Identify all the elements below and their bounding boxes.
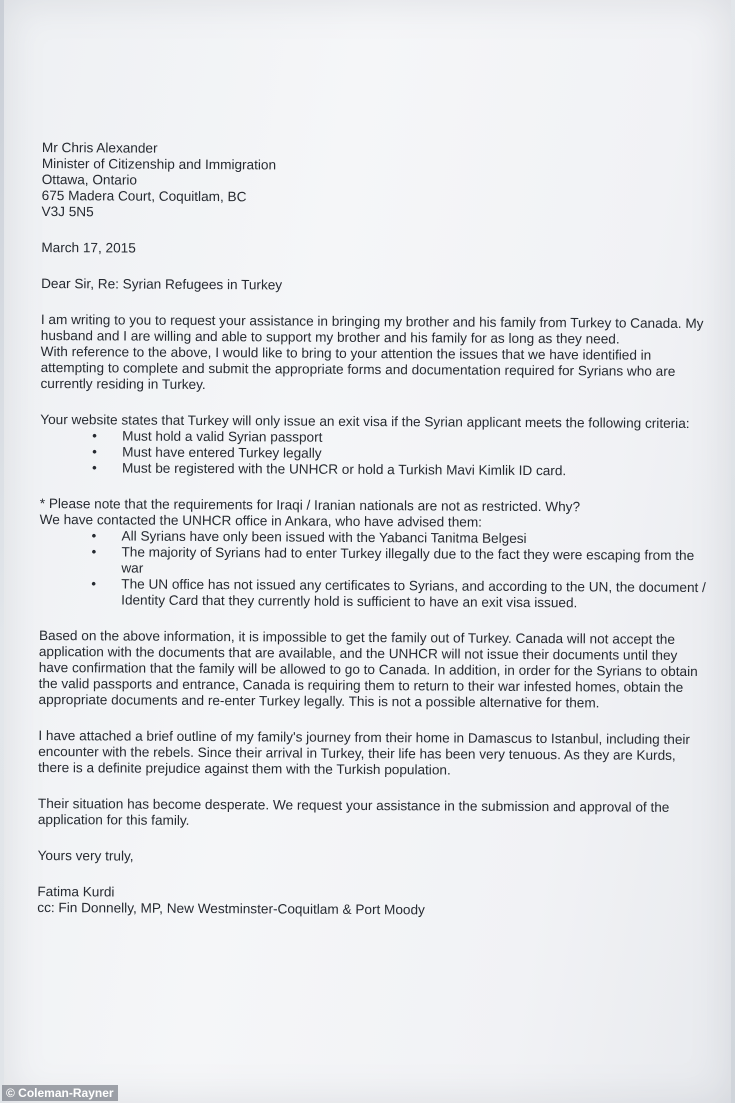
bullet-icon: •: [91, 576, 97, 592]
bullet-icon: •: [92, 428, 98, 444]
salutation: Dear Sir, Re: Syrian Refugees in Turkey: [41, 275, 283, 293]
paragraph-line: With reference to the above, I would like to bring to your attention the issues that we have identified in: [40, 343, 652, 363]
bullet-icon: •: [91, 460, 97, 476]
paragraph-line: application with the documents that are available, and the UNHCR will not issue their documents until they: [38, 643, 678, 663]
paragraph-line: encounter with the rebels. Since their arrival in Turkey, their life has been very tenuous. As they are Kurds,: [38, 743, 676, 763]
address-line: Ottawa, Ontario: [41, 171, 138, 188]
list-item: • Must have entered Turkey legally: [92, 444, 322, 461]
address-line: Mr Chris Alexander: [41, 140, 158, 156]
list-item: • The UN office has not issued any certificates to Syrians, and according to the UN, the document / Identity Card that they currently hold is sufficient to have an exit visa issued.: [91, 576, 706, 611]
bullet-icon: •: [91, 528, 97, 544]
photo-credit-watermark: © Coleman-Rayner: [2, 1085, 118, 1101]
address-line: Minister of Citizenship and Immigration: [41, 155, 277, 173]
paragraph-line: * Please note that the requirements for Iraqi / Iranian nationals are not as restricted. Why?: [39, 495, 581, 515]
unhcr-points-list: [39, 528, 709, 612]
paragraph-line: Their situation has become desperate. We request your assistance in the submission and approval of the: [37, 795, 670, 815]
paragraph-line: I am writing to you to request your assistance in bringing my brother and his family from Turkey to Canada. My: [40, 311, 704, 332]
letter-body: [37, 140, 712, 920]
signature-block: [37, 884, 707, 920]
paragraph-line: attempting to complete and submit the appropriate forms and documentation required for Syrians who are: [40, 359, 676, 379]
criteria-list: [40, 428, 710, 480]
address-line: V3J 5N5: [41, 203, 94, 220]
letter-date: March 17, 2015: [41, 239, 136, 256]
list-item: • The majority of Syrians had to enter Turkey illegally due to the fact they were escaping from the war: [91, 544, 695, 576]
intro-paragraph: [40, 312, 710, 396]
paragraph-line: We have contacted the UNHCR office in Ankara, who have advised them:: [39, 511, 483, 530]
paragraph-line: Based on the above information, it is impossible to get the family out of Turkey. Canada will not accept the: [38, 627, 675, 647]
paragraph-line: application for this family.: [37, 811, 190, 828]
paragraph-line: there is a definite prejudice against them with the Turkish population.: [38, 759, 451, 778]
bullet-icon: •: [92, 444, 97, 460]
conclusion-paragraph: [39, 628, 709, 712]
bullet-icon: •: [91, 544, 97, 560]
list-item: • All Syrians have only been issued with the Yabanci Tanitma Belgesi: [91, 528, 527, 546]
letter-paper: [4, 0, 731, 1103]
recipient-address: [42, 140, 712, 224]
attachment-paragraph: [38, 728, 708, 780]
address-line: 675 Madera Court, Coquitlam, BC: [41, 187, 247, 205]
paragraph-line: appropriate documents and re-enter Turkey legally. This is not a possible alternative for them.: [38, 691, 600, 711]
paragraph-line: husband and I are willing and able to support my brother and his family for as long as they need.: [40, 327, 620, 347]
signature-name: Fatima Kurdi: [37, 883, 115, 900]
paragraph-line: I have attached a brief outline of my family's journey from their home in Damascus to Istanbul, including their: [38, 727, 691, 747]
criteria-intro: Your website states that Turkey will only issue an exit visa if the Syrian applicant meets the following criteria:: [40, 411, 690, 431]
paragraph-line: currently residing in Turkey.: [40, 375, 206, 393]
note-paragraph: [40, 496, 710, 532]
paragraph-line: have confirmation that the family will be allowed to go to Canada. In addition, in order for the Syrians to obtain: [38, 659, 698, 680]
list-item: • Must be registered with the UNHCR or hold a Turkish Mavi Kimlik ID card.: [91, 460, 567, 479]
cc-line: cc: Fin Donnelly, MP, New Westminster-Coquitlam & Port Moody: [37, 899, 425, 918]
closing: Yours very truly,: [37, 847, 134, 864]
list-item: • Must hold a valid Syrian passport: [92, 428, 323, 445]
request-paragraph: [38, 796, 708, 832]
paragraph-line: the valid passports and entrance, Canada is requiring them to return to their war infested homes, obtain the: [38, 675, 684, 695]
